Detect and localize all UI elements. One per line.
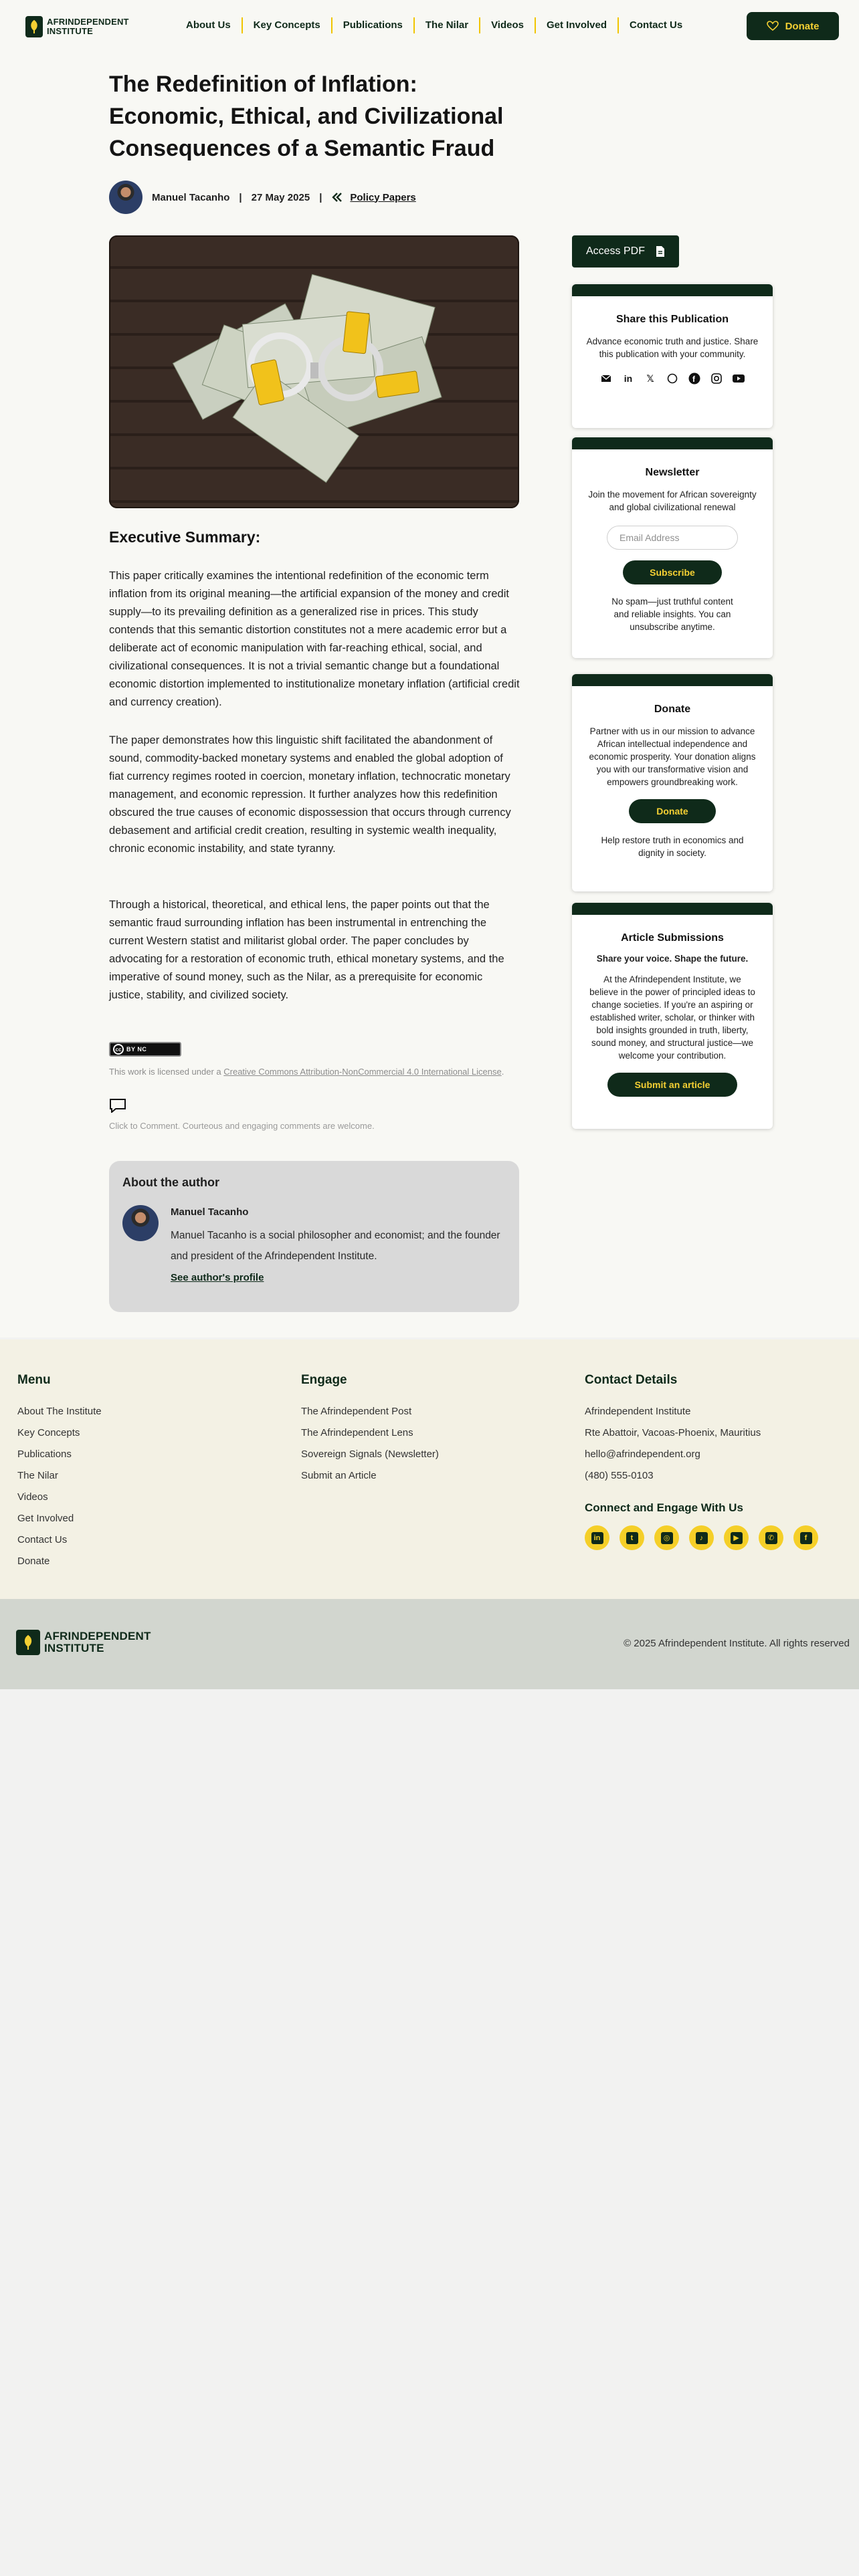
contact-line: Rte Abattoir, Vacoas-Phoenix, Mauritius bbox=[585, 1427, 761, 1438]
leaf-logo-icon bbox=[16, 1630, 40, 1655]
x-icon[interactable]: 𝕏 bbox=[646, 372, 654, 384]
connect-title: Connect and Engage With Us bbox=[585, 1501, 743, 1514]
header-donate-button[interactable] bbox=[747, 12, 839, 40]
header-donate-label: Donate bbox=[785, 20, 820, 32]
copyright: © 2025 Afrindependent Institute. All rights reserved bbox=[624, 1638, 850, 1649]
share-icons bbox=[572, 371, 773, 386]
leaf-logo-icon bbox=[25, 16, 43, 37]
linkedin-icon[interactable]: in bbox=[624, 373, 633, 384]
author-box-name: Manuel Tacanho bbox=[171, 1206, 249, 1218]
youtube-icon[interactable] bbox=[731, 371, 746, 386]
heart-hand-icon bbox=[767, 21, 779, 31]
license-link[interactable]: Creative Commons Attribution-NonCommercial 4.0 International License bbox=[223, 1067, 502, 1077]
footer-link[interactable]: The Nilar bbox=[17, 1470, 58, 1481]
footer-menu-title: Menu bbox=[17, 1373, 51, 1387]
nav-videos[interactable]: Videos bbox=[480, 17, 536, 33]
footer-link[interactable]: Sovereign Signals (Newsletter) bbox=[301, 1448, 439, 1460]
youtube-icon[interactable]: ▶ bbox=[724, 1525, 749, 1550]
double-chevron-left-icon bbox=[331, 192, 343, 203]
facebook-icon[interactable]: f bbox=[793, 1525, 818, 1550]
footer-engage bbox=[301, 1373, 439, 1487]
nav-get-involved[interactable]: Get Involved bbox=[536, 17, 619, 33]
publish-date: 27 May 2025 bbox=[251, 191, 310, 203]
cc-icon: cc bbox=[113, 1044, 124, 1055]
license-notice bbox=[109, 1063, 524, 1081]
instagram-icon[interactable] bbox=[709, 371, 724, 386]
whatsapp-icon[interactable]: ✆ bbox=[759, 1525, 783, 1550]
comment-icon[interactable] bbox=[109, 1098, 126, 1113]
footer-link[interactable]: The Afrindependent Post bbox=[301, 1406, 412, 1417]
footer-link[interactable]: Publications bbox=[17, 1448, 72, 1460]
summary-paragraph-3: Through a historical, theoretical, and ethical lens, the paper points out that the semantic fraud surrounding inflation has been instrumental in entrenching the current Western statist and militarist global order. The paper concludes by advocating for a restoration of economic truth, ethical monetary systems, and the imperative of sound money, such as the Nilar, as a prerequisite for economic justice, stability, and civilized society. bbox=[109, 899, 504, 1001]
article-meta bbox=[109, 181, 416, 214]
meta-separator: | bbox=[239, 191, 242, 203]
donate-note: Help restore truth in economics and dignity in society. bbox=[601, 835, 744, 858]
cc-license-badge[interactable] bbox=[109, 1042, 181, 1057]
contact-line: Afrindependent Institute bbox=[585, 1406, 691, 1417]
share-card bbox=[572, 284, 773, 428]
donate-title: Donate bbox=[654, 704, 691, 715]
nav-about-us[interactable]: About Us bbox=[175, 17, 243, 33]
footer-link[interactable]: Key Concepts bbox=[17, 1427, 80, 1438]
author-avatar bbox=[109, 181, 142, 214]
footer-link[interactable]: Get Involved bbox=[17, 1513, 74, 1524]
author-profile-link[interactable]: See author's profile bbox=[171, 1272, 264, 1283]
contact-phone[interactable]: (480) 555-0103 bbox=[585, 1470, 654, 1481]
footer-logo-line1: AFRINDEPENDENT bbox=[44, 1630, 151, 1642]
linkedin-icon[interactable]: in bbox=[585, 1525, 609, 1550]
newsletter-card bbox=[572, 437, 773, 658]
nav-contact-us[interactable]: Contact Us bbox=[630, 19, 683, 31]
site-header bbox=[0, 0, 859, 53]
nav-publications[interactable]: Publications bbox=[332, 17, 415, 33]
meta-separator: | bbox=[319, 191, 322, 203]
twitter-icon[interactable]: t bbox=[619, 1525, 644, 1550]
about-author-heading: About the author bbox=[122, 1176, 219, 1189]
tiktok-icon[interactable]: ♪ bbox=[689, 1525, 714, 1550]
whatsapp-icon[interactable] bbox=[665, 371, 680, 386]
summary-paragraph-1: This paper critically examines the intentional redefinition of the economic term inflation from its original meaning—the artificial expansion of the money and credit supply—to its prevailing definition as a generalized rise in prices. This study contends that this semantic distortion constitutes not a mere academic error but a deliberate act of economic manipulation with far-reaching ethical, social, and civilizational consequences. It is not a trivial semantic change but a foundational economic distortion implemented to institutionalize monetary inflation (artificial credit and currency creation). bbox=[109, 570, 520, 708]
nav-key-concepts[interactable]: Key Concepts bbox=[243, 17, 332, 33]
submissions-card bbox=[572, 903, 773, 1129]
license-suffix: . bbox=[501, 1067, 504, 1077]
share-title: Share this Publication bbox=[615, 314, 729, 325]
access-pdf-label: Access PDF bbox=[585, 245, 645, 257]
logo-line1: AFRINDEPENDENT bbox=[47, 17, 129, 27]
footer-logo[interactable] bbox=[16, 1630, 151, 1655]
author-box-avatar bbox=[122, 1205, 159, 1241]
category-link[interactable]: Policy Papers bbox=[350, 191, 416, 203]
footer-contact-title: Contact Details bbox=[585, 1373, 678, 1387]
access-pdf-button[interactable] bbox=[572, 235, 679, 267]
submit-article-button[interactable]: Submit an article bbox=[607, 1073, 737, 1097]
newsletter-body: Join the movement for African sovereignty and global civilizational renewal bbox=[588, 490, 757, 512]
newsletter-title: Newsletter bbox=[645, 467, 700, 478]
section-heading: Executive Summary: bbox=[109, 528, 261, 546]
main-nav bbox=[175, 17, 693, 33]
share-body: Advance economic truth and justice. Share this publication with your community. bbox=[586, 336, 759, 359]
article-title: The Redefinition of Inflation: Economic, Ethical, and Civilizational Consequences of a Semantic Fraud bbox=[109, 72, 504, 161]
instagram-icon[interactable]: ◎ bbox=[654, 1525, 679, 1550]
footer-logo-line2: INSTITUTE bbox=[44, 1642, 104, 1654]
donate-card bbox=[572, 674, 773, 891]
footer-link[interactable]: Donate bbox=[17, 1555, 50, 1567]
email-field[interactable] bbox=[607, 526, 738, 550]
svg-text:f: f bbox=[692, 374, 695, 384]
license-badge-text: BY NC bbox=[126, 1046, 147, 1053]
email-icon[interactable] bbox=[599, 371, 613, 386]
logo-line2: INSTITUTE bbox=[47, 26, 93, 36]
subscribe-button[interactable]: Subscribe bbox=[623, 560, 722, 584]
footer-link[interactable]: Videos bbox=[17, 1491, 48, 1503]
footer-engage-title: Engage bbox=[301, 1373, 347, 1387]
footer-link[interactable]: Submit an Article bbox=[301, 1470, 377, 1481]
author-bio: Manuel Tacanho is a social philosopher and economist; and the founder and president of the Afrindependent Institute. bbox=[171, 1230, 500, 1262]
footer-link[interactable]: About The Institute bbox=[17, 1406, 102, 1417]
author-name[interactable]: Manuel Tacanho bbox=[152, 191, 230, 203]
file-icon bbox=[656, 245, 665, 257]
comment-prompt[interactable]: Click to Comment. Courteous and engaging comments are welcome. bbox=[109, 1121, 375, 1131]
site-footer bbox=[0, 1339, 859, 1599]
submissions-title: Article Submissions bbox=[621, 932, 724, 944]
footer-bottom-bar bbox=[0, 1599, 859, 1689]
footer-menu bbox=[17, 1373, 102, 1572]
site-logo[interactable] bbox=[25, 16, 129, 37]
contact-email[interactable]: hello@afrindependent.org bbox=[585, 1448, 700, 1460]
submissions-tagline: Share your voice. Shape the future. bbox=[596, 954, 749, 964]
sidebar-donate-button[interactable]: Donate bbox=[629, 799, 716, 823]
about-author-box bbox=[109, 1161, 519, 1312]
donate-body: Partner with us in our mission to advance African intellectual independence and economic prosperity. Your donation aligns you with our transformative vision and empowers groundbreaking work. bbox=[589, 726, 756, 787]
facebook-icon[interactable] bbox=[687, 371, 702, 386]
footer-link[interactable]: Contact Us bbox=[17, 1534, 68, 1545]
footer-social-icons bbox=[585, 1525, 818, 1550]
license-prefix: This work is licensed under a bbox=[109, 1067, 224, 1077]
newsletter-note: No spam—just truthful content and reliable insights. You can unsubscribe anytime. bbox=[611, 597, 733, 632]
footer-contact bbox=[585, 1373, 818, 1550]
summary-paragraph-2: The paper demonstrates how this linguistic shift facilitated the abandonment of sound, commodity-backed monetary systems and enabled the global adoption of fiat currency regimes rooted in coercion, monetary inflation, technocratic monetary management, and economic repression. It further analyzes how this redefinition obscured the true causes of economic dispossession that occurs through currency debasement and artificial credit creation, resulting in systemic wealth inequality, chronic economic instability, and state tyranny. bbox=[109, 734, 511, 855]
nav-the-nilar[interactable]: The Nilar bbox=[415, 17, 480, 33]
hero-image-money-handcuffs-gold bbox=[109, 235, 519, 508]
footer-link[interactable]: The Afrindependent Lens bbox=[301, 1427, 413, 1438]
submissions-body: At the Afrindependent Institute, we believe in the power of principled ideas to change societies. If you're an aspiring or established writer, scholar, or thinker with bold insights grounded in truth, liberty, sound money, and structural justice—we welcome your contribution. bbox=[589, 974, 755, 1061]
